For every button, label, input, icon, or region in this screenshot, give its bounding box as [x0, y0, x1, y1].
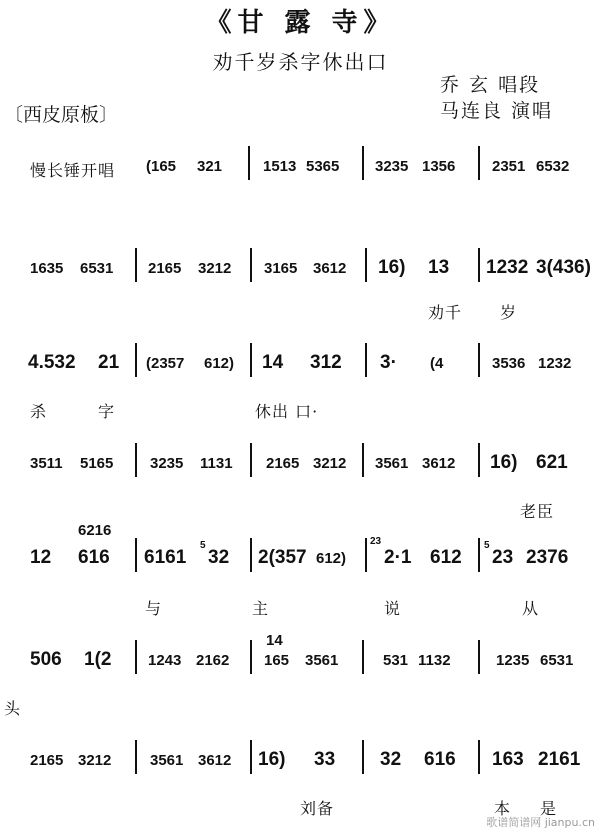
note-cell: 6532	[536, 158, 570, 175]
lyric: 从	[522, 599, 540, 618]
note-cell: 32	[380, 749, 402, 770]
note-cell: 3212	[78, 752, 112, 769]
lyric: 刘备	[300, 799, 335, 818]
bar-line	[362, 640, 364, 674]
note-cell: 612	[430, 547, 462, 568]
bar-line	[250, 343, 252, 377]
watermark: 歌谱简谱网 jianpu.cn	[486, 816, 595, 829]
note-cell: 3561	[305, 652, 339, 669]
note-cell: 3511	[30, 455, 63, 472]
score-line-1	[0, 158, 601, 228]
note-cell: 3561	[375, 455, 409, 472]
lyric: 老臣	[520, 502, 555, 521]
note-cell: 616	[424, 749, 456, 770]
note-cell: 2165	[148, 260, 182, 277]
note-cell: 3(436)	[536, 257, 591, 278]
bar-line	[250, 443, 252, 477]
credit-singer: 马连良 演唱	[440, 100, 554, 122]
bar-line	[135, 443, 137, 477]
note-cell: 3536	[492, 355, 526, 372]
score-line-6	[0, 632, 601, 722]
note-cell: 312	[310, 352, 342, 373]
bar-line	[250, 740, 252, 774]
bar-line	[365, 343, 367, 377]
note-cell: 321	[197, 158, 223, 175]
intro-label: 慢长锤开唱	[30, 161, 116, 180]
page-title: 《甘 露 寺》	[205, 8, 396, 38]
lyric: 休出 口·	[255, 402, 319, 421]
note-cell: 4.532	[28, 352, 76, 373]
grace-note: 5	[484, 540, 490, 551]
note-cell: 612)	[316, 550, 347, 567]
note-cell: 5165	[80, 455, 114, 472]
bar-line	[135, 538, 137, 572]
score-line-5	[0, 522, 601, 620]
note-cell: 12	[30, 547, 52, 568]
bar-line	[478, 640, 480, 674]
note-cell: 5365	[306, 158, 340, 175]
note-cell: 616	[78, 547, 110, 568]
note-cell: (4	[430, 355, 444, 372]
bar-line	[250, 248, 252, 282]
note-cell: 2161	[538, 749, 581, 770]
lyric: 岁	[500, 303, 518, 322]
score-line-7	[0, 749, 601, 822]
lyric: 头	[4, 699, 22, 718]
note-cell: 16)	[490, 452, 518, 473]
grace-note: 23	[370, 536, 382, 547]
lyric: 主	[252, 599, 270, 618]
note-cell: 3212	[313, 455, 347, 472]
score-line-4	[0, 452, 601, 525]
bar-line	[248, 146, 250, 180]
bar-line	[362, 740, 364, 774]
note-cell: 33	[314, 749, 336, 770]
lyric: 本	[494, 799, 512, 818]
bar-line	[478, 343, 480, 377]
page-subtitle: 劝千岁杀字休出口	[212, 50, 389, 74]
note-cell: 3612	[198, 752, 232, 769]
credit-role: 乔 玄 唱段	[440, 74, 541, 96]
note-cell: 3612	[313, 260, 347, 277]
bar-line	[478, 740, 480, 774]
note-cell: 1232	[486, 257, 529, 278]
bar-line	[250, 640, 252, 674]
note-cell: (165	[146, 158, 177, 175]
bar-line	[135, 248, 137, 282]
note-cell: 2·1	[384, 547, 412, 568]
note-cell: 2376	[526, 547, 569, 568]
note-cell: 3·	[380, 352, 397, 373]
note-cell: 2351	[492, 158, 526, 175]
bar-line	[135, 640, 137, 674]
note-cell: 23	[492, 547, 514, 568]
note-cell: 163	[492, 749, 524, 770]
note-cell: 3612	[422, 455, 456, 472]
note-cell: 16)	[378, 257, 406, 278]
note-cell: 612)	[204, 355, 235, 372]
note-cell: 6531	[540, 652, 574, 669]
bar-line	[478, 538, 480, 572]
bar-line	[478, 146, 480, 180]
lyric: 与	[145, 599, 163, 618]
bar-line	[135, 343, 137, 377]
note-cell: 1356	[422, 158, 456, 175]
bar-line	[478, 443, 480, 477]
note-cell: 6161	[144, 547, 187, 568]
note-cell: 1132	[418, 652, 451, 669]
mode-label: 〔西皮原板〕	[4, 104, 119, 126]
note-cell: 1232	[538, 355, 572, 372]
note-cell: 2162	[196, 652, 230, 669]
grace-note: 5	[200, 540, 206, 551]
bar-line	[250, 538, 252, 572]
note-cell: 3561	[150, 752, 184, 769]
bar-line	[362, 443, 364, 477]
note-cell: 14	[266, 632, 283, 649]
bar-line	[365, 538, 367, 572]
lyric: 说	[384, 599, 402, 618]
note-cell: 3235	[375, 158, 409, 175]
note-cell: 3235	[150, 455, 184, 472]
lyric: 杀	[30, 402, 48, 421]
note-cell: 621	[536, 452, 568, 473]
note-cell: (2357	[146, 355, 185, 372]
score-line-3	[0, 352, 601, 425]
lyric: 是	[540, 799, 558, 818]
bar-line	[365, 248, 367, 282]
note-cell: 1243	[148, 652, 182, 669]
note-cell: 1513	[263, 158, 297, 175]
note-cell: 2165	[266, 455, 300, 472]
score-line-2	[0, 257, 601, 330]
note-cell: 3212	[198, 260, 232, 277]
note-cell: 6216	[78, 522, 112, 539]
lyric: 劝千	[428, 303, 463, 322]
lyric: 字	[98, 402, 116, 421]
note-cell: 14	[262, 352, 284, 373]
note-cell: 3165	[264, 260, 298, 277]
note-cell: 6531	[80, 260, 114, 277]
bar-line	[135, 740, 137, 774]
note-cell: 531	[383, 652, 409, 669]
note-cell: 2165	[30, 752, 64, 769]
note-cell: 1235	[496, 652, 530, 669]
note-cell: 16)	[258, 749, 286, 770]
bar-line	[478, 248, 480, 282]
note-cell: 506	[30, 649, 62, 670]
note-cell: 2(357	[258, 547, 307, 568]
note-cell: 1(2	[84, 649, 112, 670]
note-cell: 32	[208, 547, 230, 568]
note-cell: 165	[264, 652, 290, 669]
bar-line	[362, 146, 364, 180]
note-cell: 1635	[30, 260, 64, 277]
note-cell: 13	[428, 257, 450, 278]
note-cell: 21	[98, 352, 120, 373]
note-cell: 1131	[200, 455, 233, 472]
